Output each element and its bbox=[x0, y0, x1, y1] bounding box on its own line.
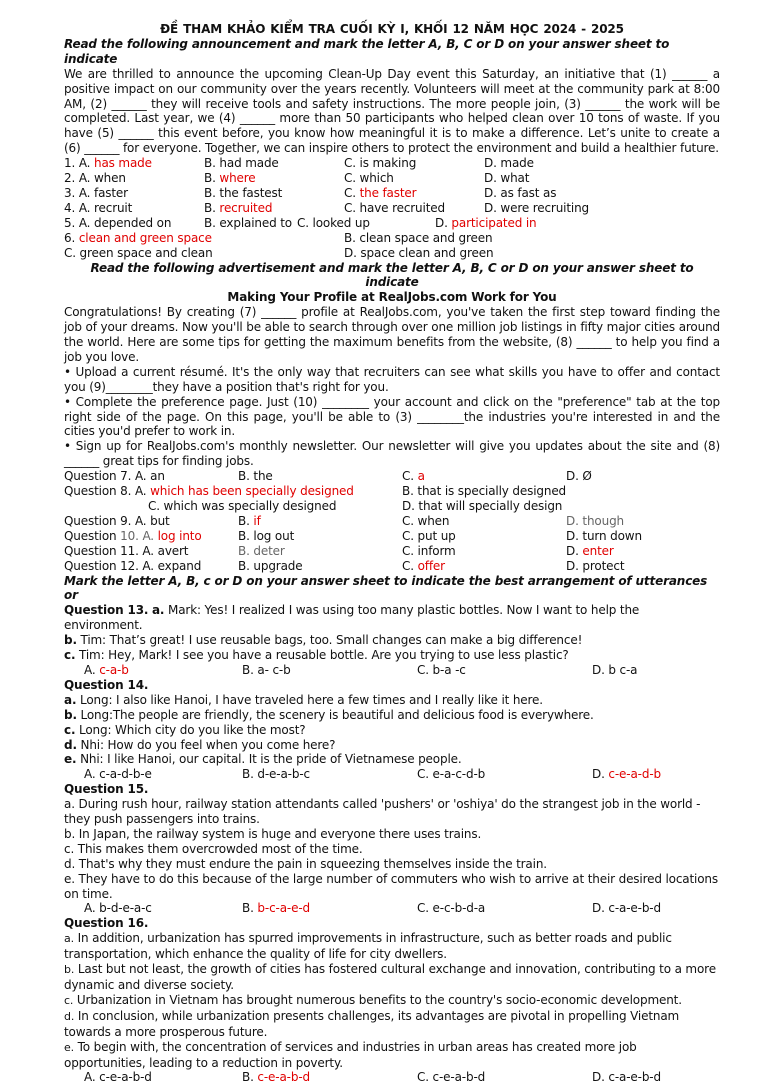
q14-label: Question 14. bbox=[64, 677, 149, 692]
q13-line-a: Question 13. a. Mark: Yes! I realized I was using too many plastic bottles. Now I want to help the environment. bbox=[64, 603, 640, 633]
q8-options-row2: C. which was specially designed D. that will specially design bbox=[148, 499, 563, 513]
q16-answer: c-e-a-b-d bbox=[257, 1070, 310, 1085]
q4-answer: recruited bbox=[219, 200, 273, 215]
q1-options: 1. A. has made B. had made C. is making D. made bbox=[64, 156, 534, 171]
q2-options: 2. A. when B. where C. which D. what bbox=[64, 171, 530, 186]
q13-line-b: b. Tim: That’s great! I use reusable bags, too. Small changes can make a big difference! bbox=[64, 633, 583, 648]
q14-line-c: c. Long: Which city do you like the most? bbox=[64, 722, 306, 737]
q15-options: A. b-d-e-a-c B. b-c-a-e-d C. e-c-b-d-a D. c-a-e-b-d bbox=[84, 901, 661, 916]
part2-para3: • Complete the preference page. Just (10) ________ your account and click on the "preference" tab at the top right side of the page. On this page, you'll be able to (3) ________the industries you're interested in and the cities you'd prefer to work in. bbox=[64, 394, 720, 439]
part2-subtitle: Making Your Profile at RealJobs.com Work for You bbox=[227, 290, 557, 305]
q14-line-e: e. Nhi: I like Hanoi, our capital. It is the pride of Vietnamese people. bbox=[64, 752, 462, 767]
q14-options: A. c-a-d-b-e B. d-e-a-b-c C. e-a-c-d-b D. c-e-a-d-b bbox=[84, 767, 661, 782]
q10-answer: log into bbox=[157, 528, 202, 543]
q6-options-row2: C. green space and clean D. space clean and green bbox=[64, 245, 494, 260]
q12-answer: offer bbox=[417, 558, 445, 573]
q3-answer: the faster bbox=[359, 185, 417, 200]
q14-answer: c-e-a-d-b bbox=[608, 767, 661, 782]
part2-para4: • Sign up for RealJobs.com's monthly newsletter. Our newsletter will give you updates about the site and (8) ______ great tips for finding jobs. bbox=[64, 439, 720, 469]
q16-line-b: b. Last but not least, the growth of cities has fostered cultural exchange and innovation, contributing to a more dynamic and diverse society. bbox=[64, 962, 716, 992]
q15-line-a: a. During rush hour, railway station attendants called 'pushers' or 'oshiya' do the strangest job in the world - they push passengers into trains. bbox=[64, 797, 701, 827]
q6-options-row1: 6. clean and green space B. clean space and green bbox=[64, 230, 493, 245]
q3-options: 3. A. faster B. the fastest C. the faster D. as fast as bbox=[64, 185, 557, 200]
q12-options: Question 12. A. expand B. upgrade C. offer D. protect bbox=[64, 558, 625, 573]
q10-options: Question 10. A. log into B. log out C. put up D. turn down bbox=[64, 528, 642, 543]
q14-line-a: a. Long: I also like Hanoi, I have traveled here a few times and I really like it here. bbox=[64, 692, 543, 707]
q9-options: Question 9. A. but B. if C. when D. though bbox=[64, 513, 624, 528]
q15-label: Question 15. bbox=[64, 782, 149, 797]
q5-options: 5. A. depended on B. explained to C. looked up D. participated in bbox=[64, 215, 537, 230]
q7-options: Question 7. A. an B. the C. a D. Ø bbox=[64, 469, 592, 484]
q14-line-b: b. Long:The people are friendly, the scenery is beautiful and delicious food is everywhere. bbox=[64, 707, 594, 722]
part1-passage: We are thrilled to announce the upcoming Clean-Up Day event this Saturday, an initiative that (1) ______ a positive impact on our community over the years recently. Volunteers will meet at the community park at 8:00 AM, (2) ______ they will receive tools and safety instructions. The more people join, (3) ______ the work will be completed. Last year, we (4) ______ more than 50 participants who helped clean over 10 tons of waste. If you have (5) ______ this event before, you know how meaningful it is to make a difference. Let’s unite to create a (6) ______ for everyone. Together, we can inspire others to protect the environment and build a healthier future. bbox=[64, 66, 720, 156]
q11-answer: enter bbox=[582, 543, 614, 558]
q16-label: Question 16. bbox=[64, 916, 149, 931]
q11-options: Question 11. A. avert B. deter C. inform D. enter bbox=[64, 543, 614, 558]
q1-answer: has made bbox=[94, 156, 152, 171]
q15-line-e: e. They have to do this because of the large number of commuters who wish to arrive at their desired locations on time. bbox=[64, 871, 718, 901]
q13-line-c: c. Tim: Hey, Mark! I see you have a reusable bottle. Are you trying to use less plastic? bbox=[64, 648, 569, 663]
q16-line-a: a. In addition, urbanization has spurred improvements in infrastructure, such as better roads and public transportation, which enhance the quality of life for city dwellers. bbox=[64, 931, 672, 962]
q2-answer: where bbox=[219, 171, 256, 186]
part2-para2: • Upload a current résumé. It's the only way that recruiters can see what skills you have to offer and contact you (9)________they have a position that's right for you. bbox=[64, 364, 720, 394]
q15-line-c: c. This makes them overcrowded most of the time. bbox=[64, 841, 363, 856]
q7-answer: a bbox=[417, 469, 425, 484]
part2-instruction: Read the following advertisement and mark the letter A, B, C or D on your answer sheet to indicate bbox=[90, 260, 694, 290]
q16-line-d: d. In conclusion, while urbanization presents challenges, its advantages are pivotal in propelling Vietnam towards a more prosperous future. bbox=[64, 1008, 680, 1039]
q4-options: 4. A. recruit B. recruited C. have recruited D. were recruiting bbox=[64, 200, 590, 215]
q16-line-e: e. To begin with, the concentration of services and industries in urban areas has created more job opportunities, leading to a reduction in poverty. bbox=[64, 1039, 637, 1070]
q13-options: A. c-a-b B. a- c-b C. b-a -c D. b c-a bbox=[84, 662, 638, 677]
q14-line-d: d. Nhi: How do you feel when you come here? bbox=[64, 737, 336, 752]
q8-options-row1: Question 8. A. which has been specially designed B. that is specially designed bbox=[64, 484, 567, 499]
q16-line-c: c. Urbanization in Vietnam has brought numerous benefits to the country's socio-economic development. bbox=[64, 992, 682, 1007]
q6-answer: clean and green space bbox=[78, 230, 212, 245]
part1-instruction: Read the following announcement and mark the letter A, B, C or D on your answer sheet to indicate bbox=[64, 36, 670, 66]
q9-answer: if bbox=[253, 513, 261, 528]
q8-answer: which has been specially designed bbox=[150, 484, 354, 499]
part3-instruction: Mark the letter A, B, c or D on your answer sheet to indicate the best arrangement of utterances or bbox=[64, 573, 708, 603]
q13-answer: c-a-b bbox=[99, 662, 129, 677]
exam-title: ĐỀ THAM KHẢO KIỂM TRA CUỐI KỲ I, KHỐI 12 NĂM HỌC 2024 - 2025 bbox=[160, 22, 624, 36]
part2-para1: Congratulations! By creating (7) ______ profile at RealJobs.com, you've taken the first step toward finding the job of your dreams. Now you'll be able to search through over one million job listings in fifty major cities around the world. Here are some tips for getting the maximum benefits from the website, (8) ______ to help you find a job you love. bbox=[64, 305, 720, 364]
q15-line-d: d. That's why they must endure the pain in squeezing themselves inside the train. bbox=[64, 856, 547, 871]
q16-options: A. c-e-a-b-d B. c-e-a-b-d C. c-e-a-b-d D. c-a-e-b-d bbox=[84, 1070, 661, 1085]
q15-answer: b-c-a-e-d bbox=[257, 901, 310, 916]
q5-answer: participated in bbox=[451, 215, 537, 230]
q15-line-b: b. In Japan, the railway system is huge and everyone there uses trains. bbox=[64, 826, 482, 841]
